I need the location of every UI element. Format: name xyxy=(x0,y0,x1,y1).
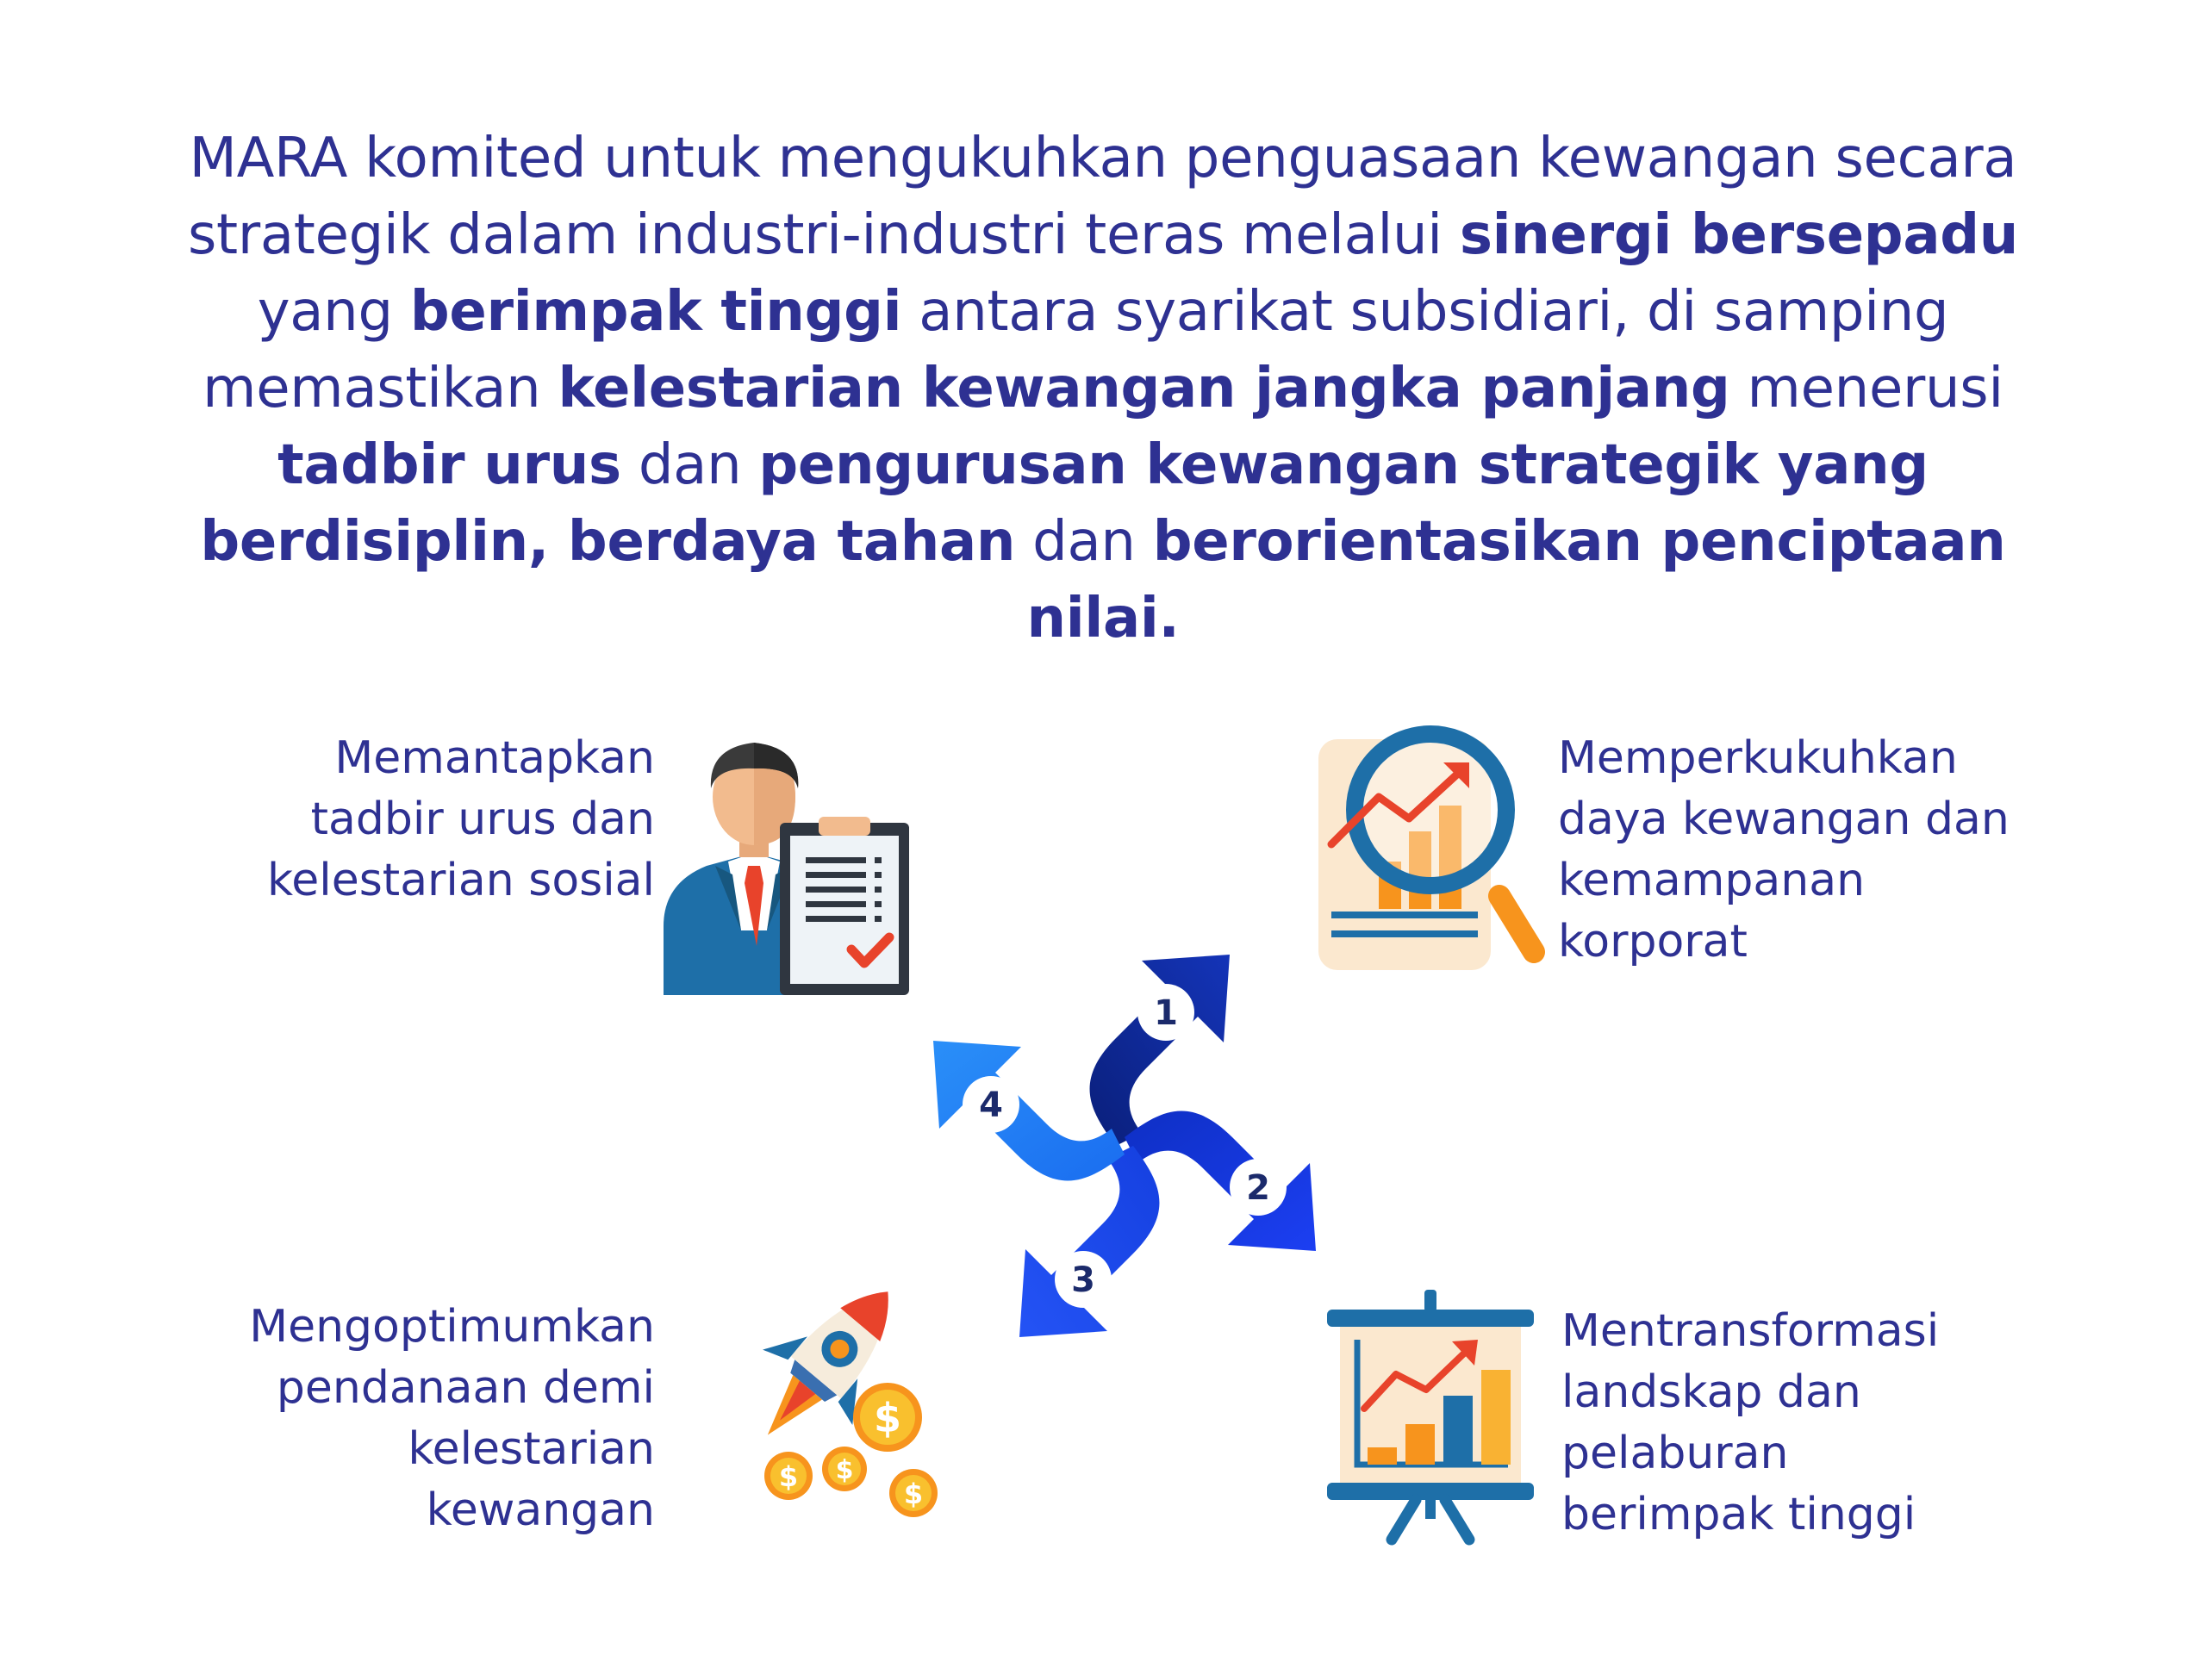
pillar-2-line: Memperkukuhkan xyxy=(1558,732,1958,784)
svg-text:$: $ xyxy=(903,1478,924,1510)
pillar-3-label xyxy=(1561,1301,2078,1546)
number-badge-3 xyxy=(1055,1251,1112,1308)
pillar-4-line: kelestarian xyxy=(408,1423,655,1475)
intro-emphasis: berorientasikan penciptaan nilai. xyxy=(1026,510,2006,650)
intro-emphasis: pengurusan kewangan strategik yang berdisiplin, berdaya tahan xyxy=(200,433,1929,574)
cycle-diagram xyxy=(862,887,1387,1404)
pillar-1-line: Memantapkan xyxy=(334,732,655,784)
intro-text: menerusi xyxy=(1729,357,2003,420)
badge-2-number: 2 xyxy=(1246,1168,1270,1208)
pillar-4-line: kewangan xyxy=(426,1484,655,1536)
pillar-3-line: pelaburan xyxy=(1561,1428,1789,1479)
intro-emphasis: kelestarian kewangan jangka panjang xyxy=(558,357,1730,420)
number-badge-1 xyxy=(1137,984,1194,1041)
svg-text:$: $ xyxy=(778,1460,799,1493)
pillar-2-line: daya kewangan dan xyxy=(1558,793,2010,845)
pillar-2-line: kemampanan xyxy=(1558,855,1866,906)
pillar-3-line: berimpak tinggi xyxy=(1561,1489,1916,1540)
pillar-2-label xyxy=(1558,728,2075,973)
svg-text:$: $ xyxy=(835,1455,854,1485)
intro-text: dan xyxy=(1015,510,1153,574)
pillar-4-line: Mengoptimumkan xyxy=(249,1301,655,1353)
intro-emphasis: sinergi bersepadu xyxy=(1459,203,2018,267)
intro-text: antara syarikat subsidiari, di samping memastikan xyxy=(203,280,1949,420)
pillar-4-line: pendanaan demi xyxy=(276,1362,655,1414)
intro-emphasis: tadbir urus xyxy=(277,433,621,497)
badge-4-number: 4 xyxy=(979,1086,1003,1125)
pillar-4-label xyxy=(190,1297,655,1541)
pillar-1-line: kelestarian sosial xyxy=(267,855,655,906)
number-badge-2 xyxy=(1230,1159,1287,1216)
intro-text: yang xyxy=(257,280,410,344)
pillar-2-line: korporat xyxy=(1558,916,1748,968)
pillar-3-line: landskap dan xyxy=(1561,1366,1861,1418)
badge-1-number: 1 xyxy=(1154,993,1178,1033)
intro-text: MARA komited untuk mengukuhkan penguasaan kewangan secara strategik dalam industri-industri teras melalui xyxy=(188,127,2017,267)
pillar-1-line: tadbir urus dan xyxy=(310,793,655,845)
number-badge-4 xyxy=(963,1076,1019,1133)
badge-3-number: 3 xyxy=(1071,1260,1095,1300)
svg-text:$: $ xyxy=(873,1395,902,1441)
pillar-3-line: Mentransformasi xyxy=(1561,1305,1940,1357)
pillar-1-label xyxy=(233,728,655,912)
intro-paragraph xyxy=(121,121,2085,657)
intro-emphasis: berimpak tinggi xyxy=(409,280,902,344)
intro-text: dan xyxy=(620,433,759,497)
